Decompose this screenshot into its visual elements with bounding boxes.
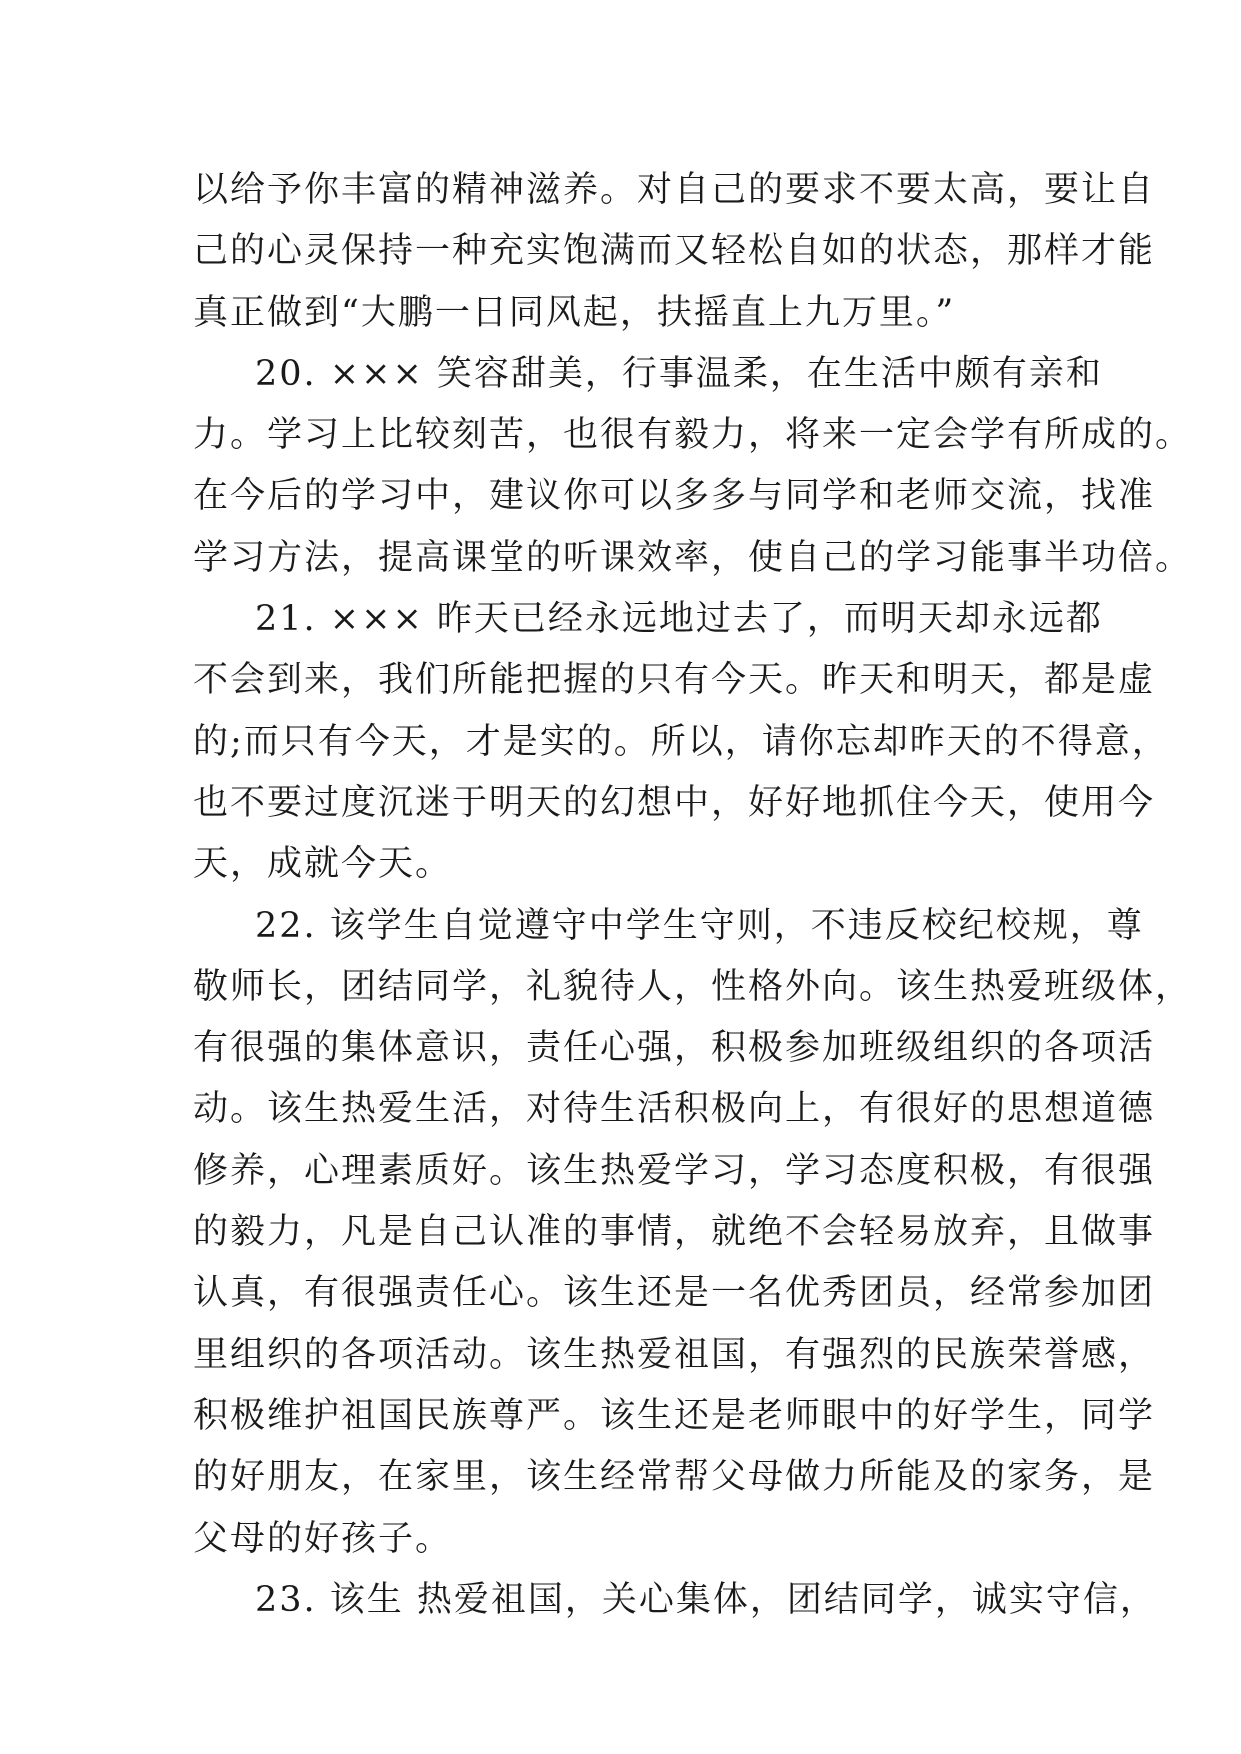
text-line: 在今后的学习中，建议你可以多多与同学和老师交流，找准 (193, 476, 1156, 517)
text-line: 积极维护祖国民族尊严。该生还是老师眼中的好学生，同学 (193, 1395, 1156, 1436)
paragraph-22-first-line: 22. 该学生自觉遵守中学生守则，不违反校纪校规，尊 (255, 905, 1144, 946)
text-line: 天，成就今天。 (193, 844, 453, 885)
text-line: 动。该生热爱生活，对待生活积极向上，有很好的思想道德 (193, 1089, 1156, 1130)
paragraph-21-first-line: 21. ××× 昨天已经永远地过去了，而明天却永远都 (255, 599, 1103, 640)
text-line: 的;而只有今天，才是实的。所以，请你忘却昨天的不得意， (193, 721, 1169, 762)
text-line: 以给予你丰富的精神滋养。对自己的要求不要太高，要让自 (193, 170, 1156, 210)
text-line: 父母的好孩子。 (193, 1518, 453, 1559)
text-line: 力。学习上比较刻苦，也很有毅力，将来一定会学有所成的。 (193, 415, 1193, 456)
text-line: 有很强的集体意识，责任心强，积极参加班级组织的各项活 (193, 1028, 1156, 1069)
text-line: 里组织的各项活动。该生热爱祖国，有强烈的民族荣誉感， (193, 1334, 1156, 1375)
text-line: 的毅力，凡是自己认准的事情，就绝不会轻易放弃，且做事 (193, 1212, 1156, 1253)
text-line: 敬师长，团结同学，礼貌待人，性格外向。该生热爱班级体， (193, 966, 1193, 1007)
text-line: 的好朋友，在家里，该生经常帮父母做力所能及的家务，是 (193, 1457, 1156, 1498)
text-line: 真正做到“大鹏一日同风起，扶摇直上九万里。” (193, 292, 956, 333)
document-body (193, 160, 1193, 1631)
text-line: 修养，心理素质好。该生热爱学习，学习态度积极，有很强 (193, 1150, 1156, 1191)
text-line: 己的心灵保持一种充实饱满而又轻松自如的状态，那样才能 (193, 231, 1156, 272)
paragraph-20-first-line: 20. ××× 笑容甜美，行事温柔，在生活中颇有亲和 (255, 353, 1103, 394)
text-line: 不会到来，我们所能把握的只有今天。昨天和明天，都是虚 (193, 660, 1156, 701)
text-line: 也不要过度沉迷于明天的幻想中，好好地抓住今天，使用今 (193, 782, 1156, 823)
paragraph-23-first-line: 23. 该生 热爱祖国，关心集体，团结同学，诚实守信， (255, 1579, 1157, 1620)
text-line: 认真，有很强责任心。该生还是一名优秀团员，经常参加团 (193, 1273, 1156, 1314)
text-line: 学习方法，提高课堂的听课效率，使自己的学习能事半功倍。 (193, 537, 1193, 578)
